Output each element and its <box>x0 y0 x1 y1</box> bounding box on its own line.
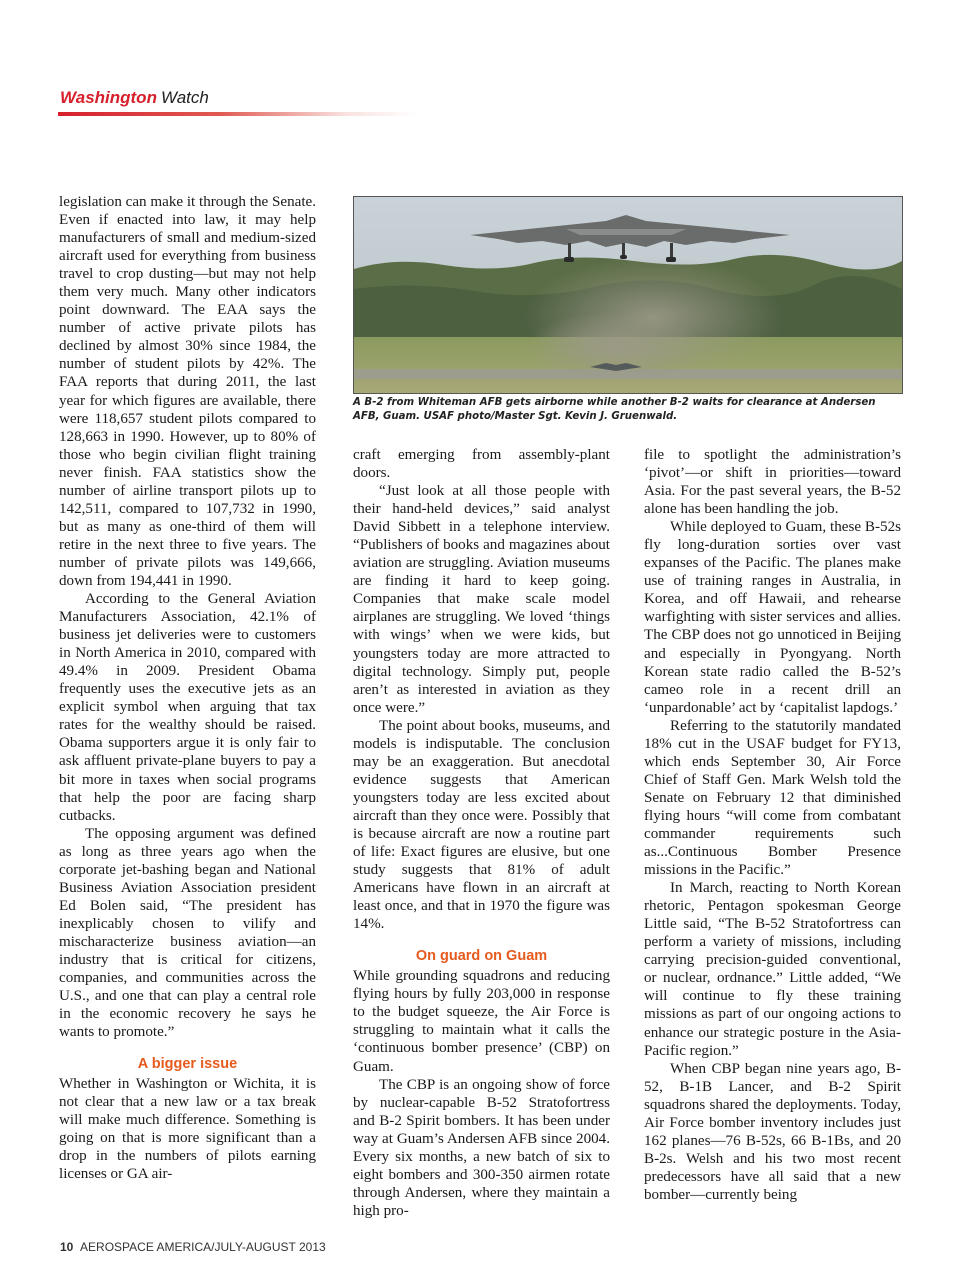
paragraph: “Just look at all those people with their hand-held devices,” said analyst David Sibbett in a telephone interview. “Publishers of books and magazines about aviation are struggling. Aviation museums are finding it hard to keep going. Companies that make scale model airplanes are struggling. We loved ‘things with wings’ when we were kids, but youngsters today are more attracted to digital technology. Simply put, people aren’t as interested in aviation as they once were.” <box>353 483 610 716</box>
publication-name: AEROSPACE AMERICA/JULY-AUGUST 2013 <box>80 1240 326 1254</box>
b2-bomber-photo <box>353 196 903 394</box>
photo-illustration <box>354 197 902 393</box>
paragraph: legislation can make it through the Senate. Even if enacted into law, it may help manufacturers of small and medium-sized aircraft used for everything from business travel to crop dusting—but may not help them very much. Many other indicators point downward. The EAA says the number of active private pilots has declined by almost 30% since 1984, the number of student pilots by 42%. The FAA reports that during 2011, the last year for which figures are available, there were 118,657 student pilots compared to 128,663 in 1990. However, up to 80% of those who begin civilian flight training never finish. FAA statistics show the number of airline transport pilots up to 142,511, compared to 107,732 in 1990, but as many as one-third of them will retire in the next three to five years. The number of private pilots was 149,666, down from 194,441 in 1990. <box>59 194 316 589</box>
paragraph: Whether in Washington or Wichita, it is not clear that a new law or a tax break will make much difference. Something is going on that is more significant than a drop in the numbers of pilots earning licenses or GA air- <box>59 1076 316 1183</box>
paragraph: craft emerging from assembly-plant doors. <box>353 447 610 482</box>
paragraph: The opposing argument was defined as long as three years ago when the corporate jet-bashing began and National Business Aviation Association president Ed Bolen said, “The president has inexplicably chosen to vilify and mischaracterize business aviation—an industry that is critical for citizens, companies, and communities across the U.S., and one that can play a central role in the economic recovery he says he wants to promote.” <box>59 825 316 1041</box>
page-number: 10 <box>60 1240 74 1254</box>
section-header <box>60 88 560 108</box>
paragraph: When CBP began nine years ago, B-52, B-1B Lancer, and B-2 Spirit squadrons shared the deployments. Today, Air Force bomber inventory includes just 162 planes—76 B-52s, 66 B-1Bs, and 20 B-2s. Welsh and his two most recent predecessors have all said that a new bomber—currently being <box>644 1060 901 1203</box>
column-2 <box>353 446 610 1220</box>
subhead-bigger-issue: A bigger issue <box>137 1056 238 1073</box>
section-title-bold: Washington <box>60 88 157 107</box>
paragraph: Referring to the statutorily mandated 18% cut in the USAF budget for FY13, which ends September 30, Air Force Chief of Staff Gen. Mark Welsh told the Senate on February 12 that diminished flying hours “will come from combatant commander requirements such as...Continuous Bomber Presence missions in the Pacific.” <box>644 717 901 879</box>
header-rule <box>58 112 418 116</box>
column-1 <box>59 193 316 1183</box>
column-3 <box>644 446 901 1204</box>
paragraph: In March, reacting to North Korean rhetoric, Pentagon spokesman George Little said, “The B-52 Stratofortress can perform a variety of missions, including carrying precision-guided conventional, or nuclear, ordnance.” Little added, “We will continue to fly these training missions as part of our ongoing actions to enhance our strategic posture in the Asia-Pacific region.” <box>644 880 901 1059</box>
paragraph: The point about books, museums, and models is indisputable. The conclusion may be an exaggeration. But anecdotal evidence suggests that American youngsters today are less excited about aircraft than they once were. Possibly that is because aircraft are now a routine part of life: Exact figures are elusive, but one study suggests that 81% of adult Americans have flown in an aircraft at least once, and that in 1970 the figure was 14%. <box>353 717 610 933</box>
page-footer <box>60 1240 326 1254</box>
paragraph: According to the General Aviation Manufacturers Association, 42.1% of business jet deliveries were to customers in North America in 2010, compared with 49.4% in 2009. President Obama frequently uses the executive jets as an explicit symbol when arguing that tax rates for the wealthy should be raised. Obama supporters argue it is only fair to ask affluent private-plane buyers to pay a bit more in taxes when social programs that help the poor are facing sharp cutbacks. <box>59 591 316 824</box>
paragraph: The CBP is an ongoing show of force by nuclear-capable B-52 Stratofortress and B-2 Spirit bombers. It has been under way at Guam’s Andersen AFB since 2004. Every six months, a new batch of six to eight bombers and 300-350 airmen rotate through Andersen, where they maintain a high pro- <box>353 1076 610 1219</box>
paragraph: While deployed to Guam, these B-52s fly long-duration sorties over vast expanses of the Pacific. The planes make use of training ranges in Australia, in Korea, and off Hawaii, and rehearse warfighting with sister services and allies. The CBP does not go unnoticed in Beijing and especially in Pyongyang. North Korean state radio called the B-52’s cameo role in a recent drill an ‘unpardonable’ act by ‘capitalist lapdogs.’ <box>644 519 901 716</box>
paragraph: While grounding squadrons and reducing flying hours by fully 203,000 in response to the budget squeeze, the Air Force is struggling to maintain what it calls the ‘continuous bomber presence’ (CBP) on Guam. <box>353 968 610 1075</box>
section-title-light: Watch <box>160 88 209 107</box>
photo-caption: A B-2 from Whiteman AFB gets airborne while another B-2 waits for clearance at Andersen AFB, Guam. USAF photo/Master Sgt. Kevin J. Gruenwald. <box>353 397 876 422</box>
paragraph: file to spotlight the administration’s ‘pivot’—or shift in priorities—toward Asia. For the past several years, the B-52 alone has been handling the job. <box>644 447 901 518</box>
subhead-guard-on-guam: On guard on Guam <box>415 948 548 965</box>
